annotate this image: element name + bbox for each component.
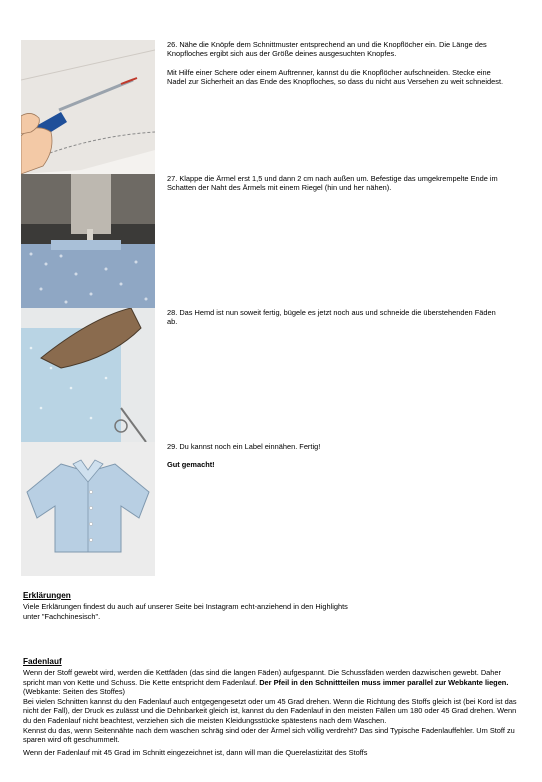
step-29-paragraph-1: 29. Du kannst noch ein Label einnähen. Fertig! [167, 442, 321, 451]
fadenlauf-paragraph-2: Bei vielen Schnitten kannst du den Fadenlauf auch entgegengesetzt oder um 45 Grad drehen. Wenn die Richtung des Stoffs gleich ist (bei Kord ist das nicht der Fall), der Druck es zulässt und die Dehnbarkeit gleich ist, kannst du den Fadenlauf in den meisten Fällen um 180 oder 45 Grad drehen. Wenn du den Fadenlauf nicht beachtest, verziehen sich die meisten Kleidungsstücke spätestens nach dem Waschen. [23, 697, 517, 725]
step-26-paragraph-2: Mit Hilfe einer Schere oder einem Auftrenner, kannst du die Knopflöcher aufschneiden. Stecke eine Nadel zur Sicherheit an das Ende des Knopfloches, so dass du nicht aus Versehen zu weit schneidest. [167, 67, 504, 86]
seam-ripper-photo [21, 40, 155, 174]
erklaerungen-section [23, 591, 363, 622]
finished-shirt-photo [21, 442, 155, 576]
sewing-machine-photo [21, 174, 155, 308]
erklaerungen-text: Viele Erklärungen findest du auch auf unserer Seite bei Instagram echt-anziehend in den Highlights unter "Fachchinesisch". [23, 602, 348, 621]
step-27-paragraph-1: 27. Klappe die Ärmel erst 1,5 und dann 2 cm nach außen um. Befestige das umgekrempelte Ende im Schatten der Naht des Ärmels mit einem Riegel (hin und her nähen). [167, 174, 498, 193]
step-26-text [167, 40, 507, 95]
ironing-photo [21, 308, 155, 442]
fadenlauf-p1-end: (Webkante: Seiten des Stoffes) [23, 686, 126, 696]
fadenlauf-paragraph-4: Wenn der Fadenlauf mit 45 Grad im Schnitt eingezeichnet ist, dann will man die Querelastizität des Stoffs [23, 747, 368, 757]
sewing-machine-illustration [21, 174, 155, 308]
step-26-paragraph-1: 26. Nähe die Knöpfe dem Schnittmuster entsprechend an und die Knopflöcher ein. Die Länge des Knopfloches ergibt sich aus der Größe deines ausgesuchten Knopfes. [167, 40, 487, 59]
erklaerungen-heading: Erklärungen [23, 591, 71, 600]
step-29-closing: Gut gemacht! [167, 460, 215, 470]
step-29-text [167, 442, 507, 479]
fadenlauf-paragraph-3: Kennst du das, wenn Seitennähte nach dem waschen schräg sind oder der Ärmel sich völlig verdreht? Das sind Typische Fadenlauffehler. Um Stoff zu sparen wird oft geschummelt. [23, 726, 515, 745]
fadenlauf-paragraph-1 [23, 668, 521, 696]
step-27-text [167, 174, 507, 202]
step-28-text [167, 308, 507, 336]
fadenlauf-p1-start: Wenn der Stoff gewebt wird, werden die Kettfäden (das sind die langen Fäden) aufgespannt. Die Schussfäden werden dazwischen gewebt. Daher spricht man von Kette und Schuss. Die Kette entspricht dem Fadenlauf. [23, 668, 501, 687]
iron-illustration [21, 308, 155, 442]
shirt-illustration [21, 442, 155, 576]
seam-ripper-illustration [21, 40, 155, 174]
step-28-paragraph-1: 28. Das Hemd ist nun soweit fertig, bügele es jetzt noch aus und schneide die überstehenden Fäden ab. [167, 308, 496, 327]
fadenlauf-heading: Fadenlauf [23, 657, 62, 666]
fadenlauf-section [23, 657, 521, 758]
fadenlauf-p1-bold: Der Pfeil in den Schnittteilen muss immer parallel zur Webkante liegen. [259, 677, 509, 687]
